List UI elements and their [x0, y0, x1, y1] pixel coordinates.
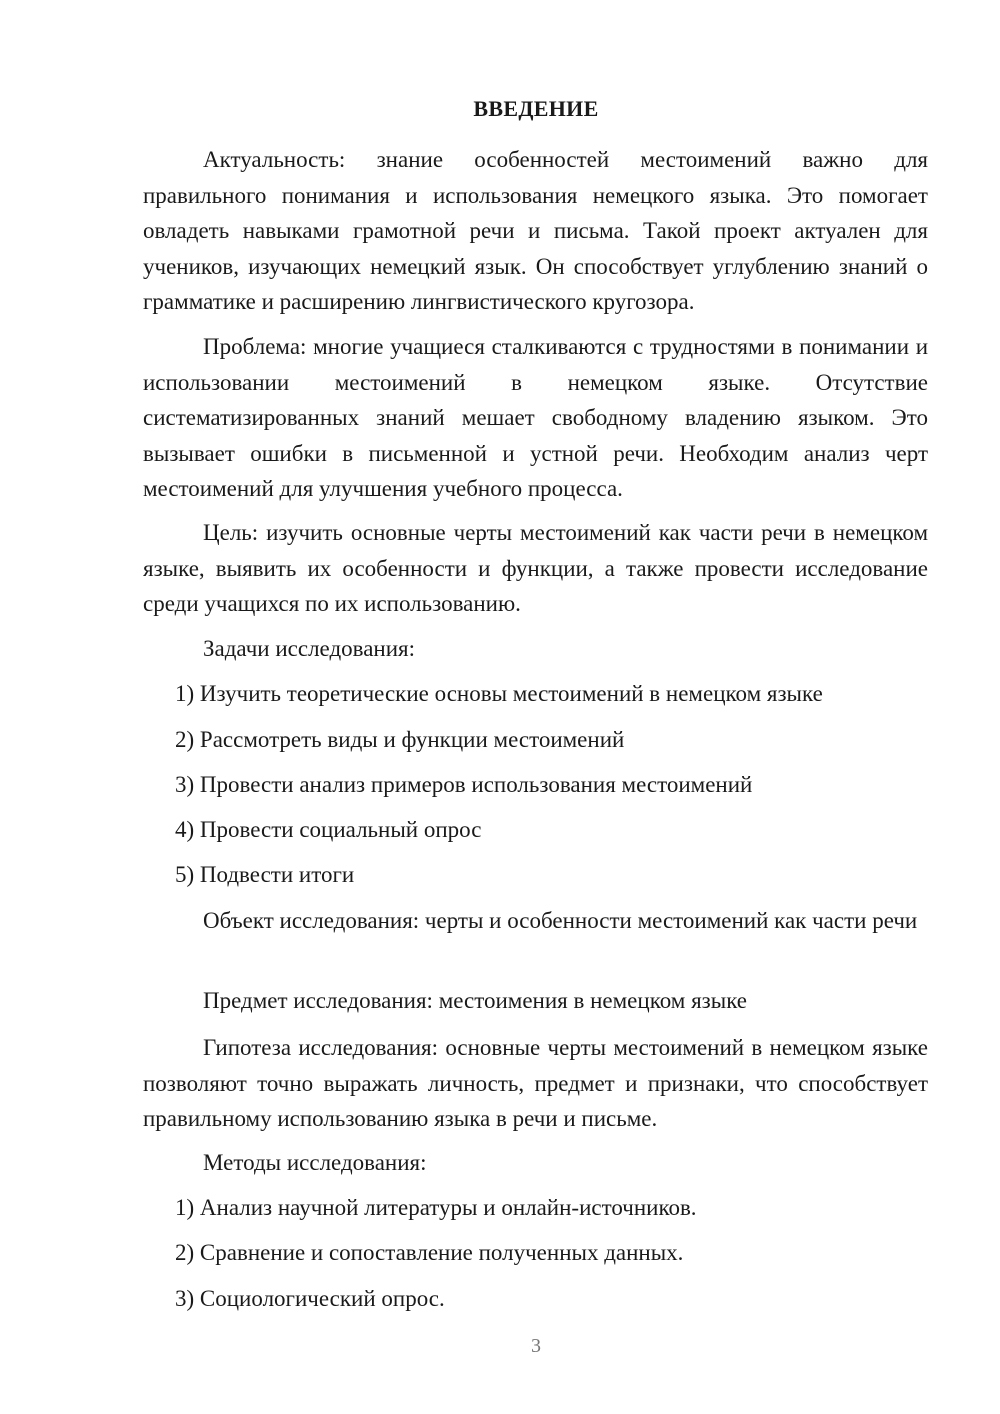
method-item: 1) Анализ научной литературы и онлайн-источников.	[175, 1195, 697, 1220]
relevance-paragraph: Актуальность: знание особенностей местоимений важно для правильного понимания и использования немецкого языка. Это помогает овладеть навыками грамотной речи и письма. Такой проект актуален для учеников, изучающих немецкий язык. Он способствует углублению знаний о грамматике и расширению лингвистического кругозора.	[143, 147, 928, 314]
hypothesis-paragraph: Гипотеза исследования: основные черты местоимений в немецком языке позволяют точно выражать личность, предмет и признаки, что способствует правильному использованию языка в речи и письме.	[143, 1035, 928, 1131]
problem-paragraph: Проблема: многие учащиеся сталкиваются с трудностями в понимании и использовании местоимений в немецком языке. Отсутствие систематизированных знаний мешает свободному владению языком. Это вызывает ошибки в письменной и устной речи. Необходим анализ черт местоимений для улучшения учебного процесса.	[143, 334, 928, 501]
page-title: ВВЕДЕНИЕ	[473, 96, 599, 121]
object-paragraph: Объект исследования: черты и особенности местоимений как части речи	[203, 908, 918, 933]
subject-paragraph: Предмет исследования: местоимения в немецком языке	[203, 988, 748, 1013]
task-item: 1) Изучить теоретические основы местоимений в немецком языке	[175, 681, 823, 706]
method-item: 2) Сравнение и сопоставление полученных данных.	[175, 1240, 684, 1265]
method-item: 3) Социологический опрос.	[175, 1286, 445, 1311]
task-item: 3) Провести анализ примеров использования местоимений	[175, 772, 753, 797]
task-item: 5) Подвести итоги	[175, 862, 355, 887]
tasks-heading: Задачи исследования:	[203, 636, 416, 661]
goal-paragraph: Цель: изучить основные черты местоимений как части речи в немецком языке, выявить их особенности и функции, а также провести исследование среди учащихся по их использованию.	[143, 520, 928, 616]
task-item: 2) Рассмотреть виды и функции местоимений	[175, 727, 625, 752]
methods-heading: Методы исследования:	[203, 1150, 427, 1175]
task-item: 4) Провести социальный опрос	[175, 817, 482, 842]
page-number: 3	[531, 1335, 541, 1357]
